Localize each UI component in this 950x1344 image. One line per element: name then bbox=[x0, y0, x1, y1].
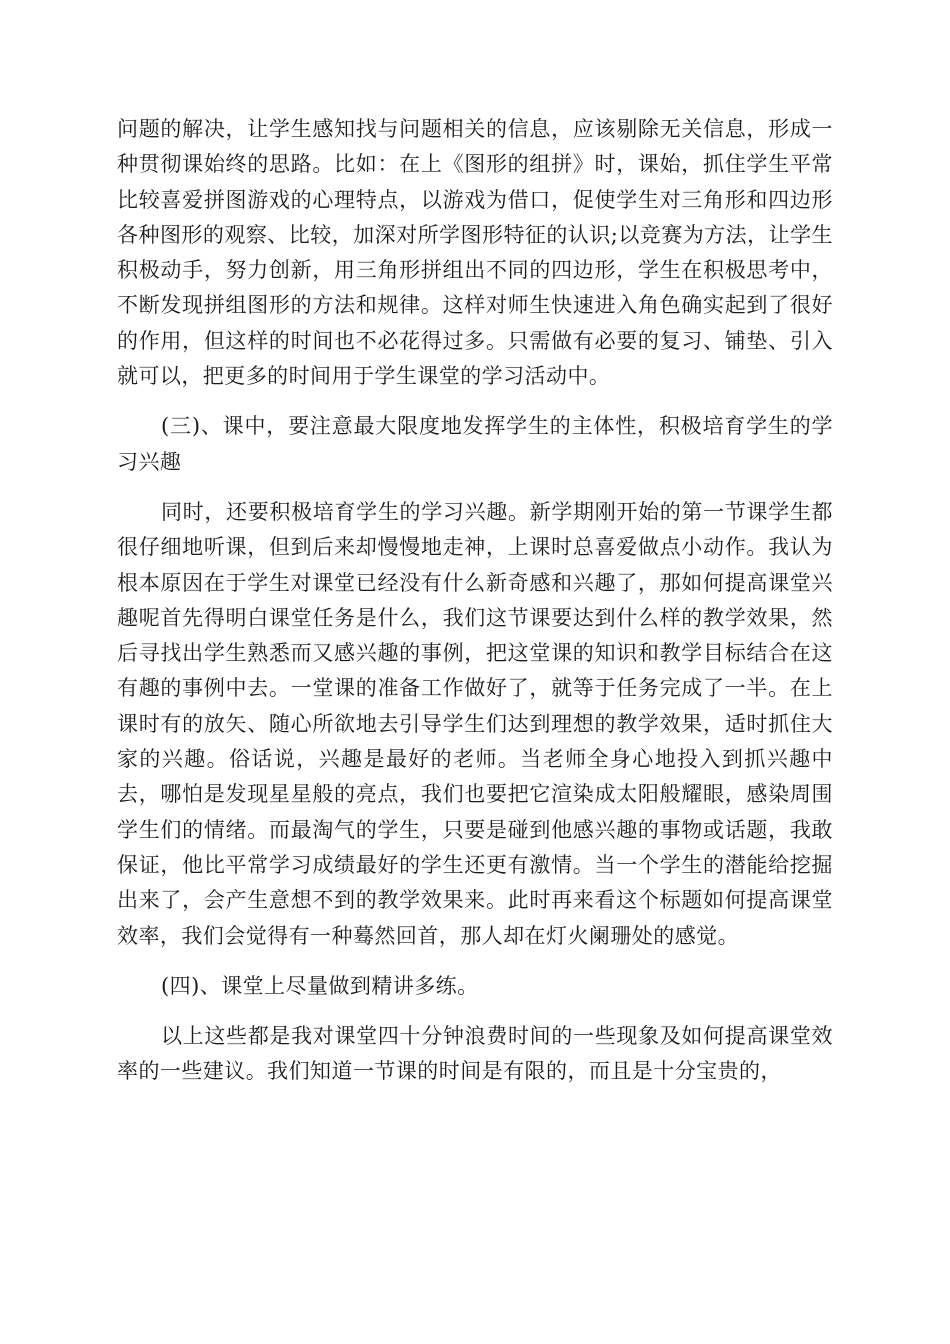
paragraph-gap bbox=[117, 480, 833, 495]
paragraph-3: 以上这些都是我对课堂四十分钟浪费时间的一些现象及如何提高课堂效率的一些建议。我们知道一节课的时间是有限的，而且是十分宝贵的， bbox=[117, 1024, 833, 1084]
paragraph-gap bbox=[117, 394, 833, 409]
paragraph-gap bbox=[117, 954, 833, 969]
section-heading-4: (四)、课堂上尽量做到精讲多练。 bbox=[161, 973, 479, 998]
paragraph-2: 同时，还要积极培育学生的学习兴趣。新学期刚开始的第一节课学生都很仔细地听课，但到后来却慢慢地走神，上课时总喜爱做点小动作。我认为根本原因在于学生对课堂已经没有什么新奇感和兴趣了，那如何提高课堂兴趣呢首先得明白课堂任务是什么，我们这节课要达到什么样的教学效果，然后寻找出学生熟悉而又感兴趣的事例，把这堂课的知识和教学目标结合在这有趣的事例中去。一堂课的准备工作做好了，就等于任务完成了一半。在上课时有的放矢、随心所欲地去引导学生们达到理想的教学效果，适时抓住大家的兴趣。俗话说，兴趣是最好的老师。当老师全身心地投入到抓兴趣中去，哪怕是发现星星般的亮点，我们也要把它渲染成太阳般耀眼，感染周围学生们的情绪。而最淘气的学生，只要是碰到他感兴趣的事物或话题，我敢保证，他比平常学习成绩最好的学生还更有激情。当一个学生的潜能给挖掘出来了，会产生意想不到的教学效果来。此时再来看这个标题如何提高课堂效率，我们会觉得有一种蓦然回首，那人却在灯火阑珊处的感觉。 bbox=[117, 499, 833, 948]
section-heading-3: (三)、课中，要注意最大限度地发挥学生的主体性，积极培育学生的学习兴趣 bbox=[117, 414, 833, 474]
document-page bbox=[117, 112, 833, 1090]
paragraph-1: 问题的解决，让学生感知找与问题相关的信息，应该剔除无关信息，形成一种贯彻课始终的思路。比如：在上《图形的组拼》时，课始，抓住学生平常比较喜爱拼图游戏的心理特点，以游戏为借口，促使学生对三角形和四边形各种图形的观察、比较，加深对所学图形特征的认识;以竞赛为方法，让学生积极动手，努力创新，用三角形拼组出不同的四边形，学生在积极思考中，不断发现拼组图形的方法和规律。这样对师生快速进入角色确实起到了很好的作用，但这样的时间也不必花得过多。只需做有必要的复习、铺垫、引入就可以，把更多的时间用于学生课堂的学习活动中。 bbox=[117, 117, 833, 389]
paragraph-gap bbox=[117, 1004, 833, 1019]
